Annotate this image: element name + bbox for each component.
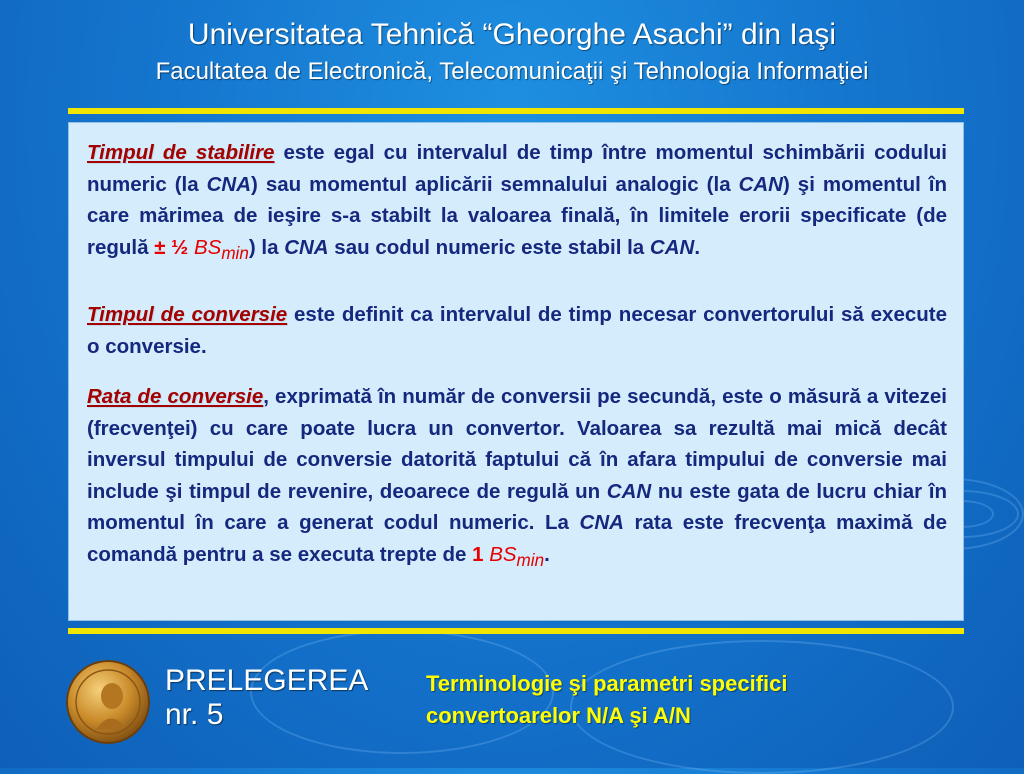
lecture-topic (426, 668, 788, 732)
abbr-can: CAN (649, 235, 695, 259)
medal-portrait-icon (66, 660, 150, 744)
university-title: Universitatea Tehnică “Gheorghe Asachi” din Iaşi (187, 18, 837, 51)
topic-line-1: Terminologie şi parametri specifici (426, 671, 788, 696)
term-settling-time: Timpul de stabilire (87, 141, 275, 164)
abbr-cna: CNA (206, 172, 252, 196)
faculty-subtitle: Facultatea de Electronică, Telecomunicaţii şi Tehnologia Informaţiei (155, 58, 869, 85)
lecture-number (165, 664, 368, 732)
abbr-can: CAN (738, 172, 783, 196)
bs-min: $BS_{min}$ (193, 235, 249, 263)
abbr-cna: CNA (579, 511, 624, 534)
abbr-can: CAN (606, 479, 652, 503)
bottom-rule (68, 628, 964, 634)
topic-line-2: convertoarelor N/A şi A/N (426, 703, 691, 728)
one-value: 1 (472, 542, 484, 566)
lecture-label: PRELEGEREA (165, 664, 369, 697)
paragraph-settling-time: Timpul de stabilire este egal cu intervalul de timp între momentul schimbării codului numeric (la CNA) sau momentul aplicării semnalului analogic (la CAN) şi momentul în care mărimea de ieşire s-a stabilt la valoarea finală, în limitele erorii specificate (de regulă ± ½ $BS_{min}$) la CNA sau codul numeric este stabil la CAN. (87, 141, 947, 263)
top-rule (68, 108, 964, 114)
bs-min: $BS_{min}$ (489, 542, 545, 570)
paragraph-conversion-rate: Rata de conversie, exprimată în număr de conversii pe secundă, este o măsură a vitezei (frecvenţei) cu care poate lucra un convertor. Valoarea sa rezultă mai mică decât inversul timpului de conversie datorită faptului că în afara timpului de conversie mai include şi timpul de revenire, deoarece de regulă un CAN nu este gata de lucru chiar în momentul în care a generat codul numeric. La CNA rata este frecvenţa maximă de comandă pentru a se executa trepte de 1 $BS_{min}$. (87, 385, 947, 570)
paragraph-conversion-time: Timpul de conversie este definit ca intervalul de timp necesar convertorului să execute o conversie. (87, 303, 947, 358)
term-conversion-time: Timpul de conversie (87, 303, 288, 326)
plus-minus-half: ± ½ (154, 235, 189, 259)
lecture-index: nr. 5 (165, 698, 224, 731)
content-panel (68, 122, 964, 621)
term-conversion-rate: Rata de conversie (87, 385, 264, 408)
abbr-cna: CNA (284, 235, 329, 259)
